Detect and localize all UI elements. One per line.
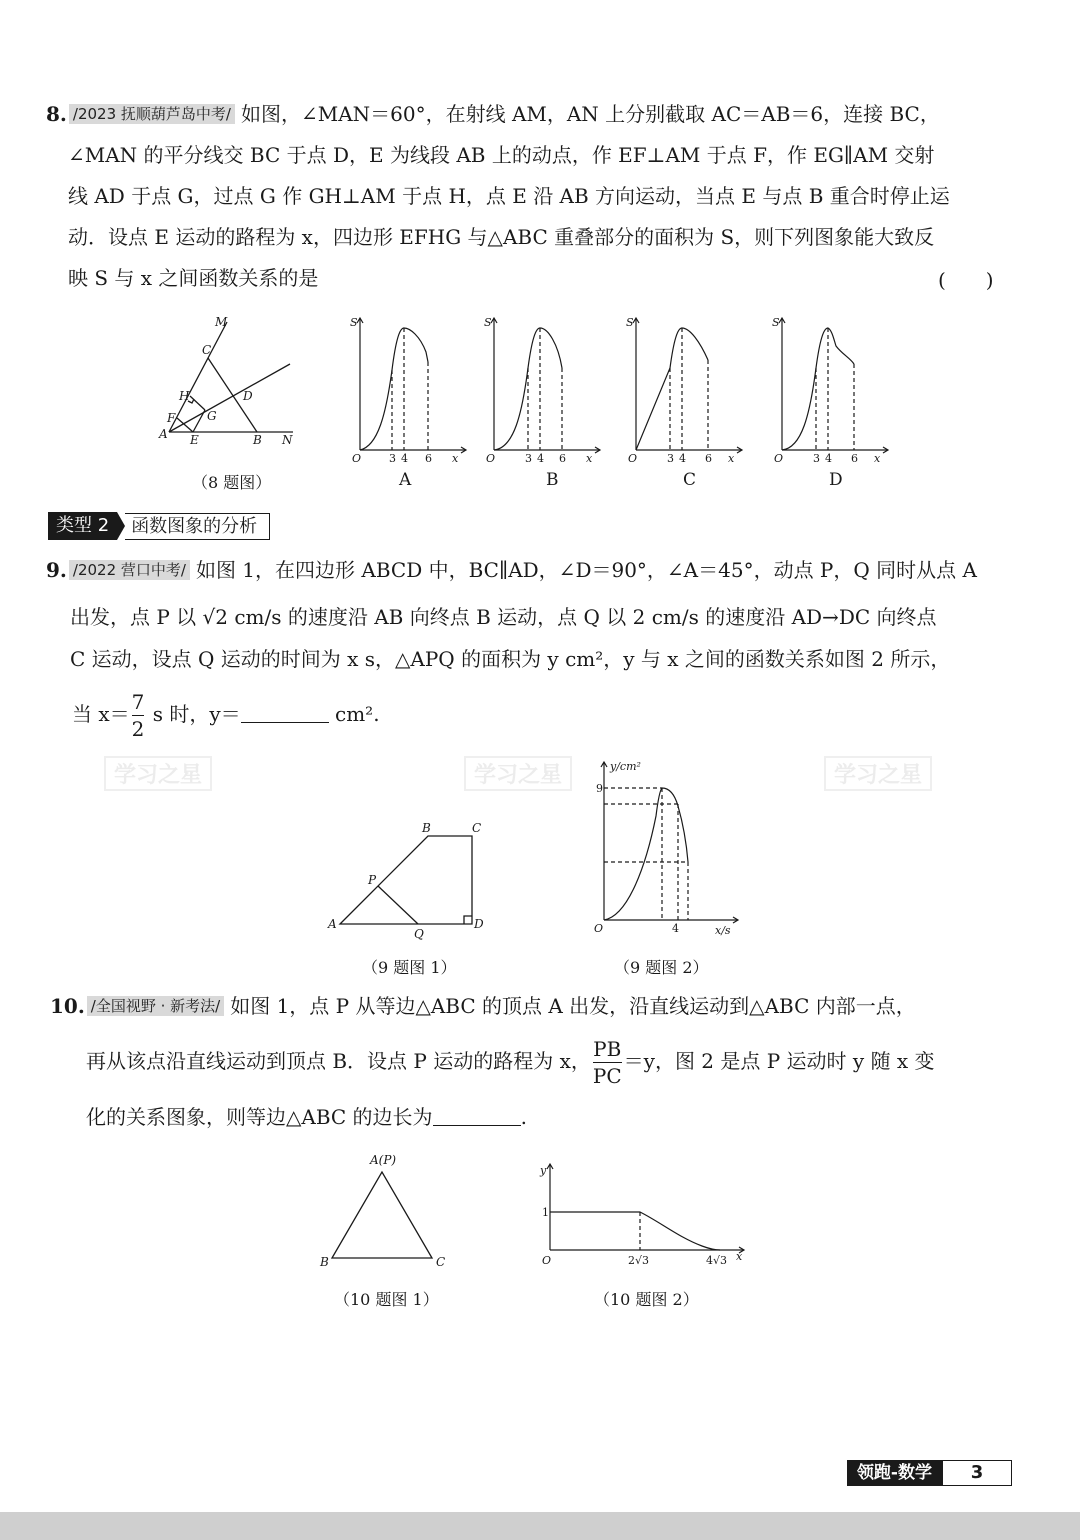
svg-text:O: O bbox=[594, 922, 604, 935]
q9-figure-2-caption: （9 题图 2） bbox=[614, 958, 709, 977]
watermark: 学习之星 bbox=[464, 756, 572, 791]
svg-text:Q: Q bbox=[414, 927, 424, 941]
svg-text:3: 3 bbox=[525, 452, 532, 465]
svg-text:6: 6 bbox=[425, 452, 432, 465]
q9-line-2: 出发，点 P 以 √2 cm/s 的速度沿 AB 向终点 B 运动，点 Q 以 2 cm/s 的速度沿 AD→DC 向终点 bbox=[70, 605, 937, 629]
q10-figure-2-caption: （10 题图 2） bbox=[594, 1290, 699, 1309]
q10-line-1: 10. /全国视野 · 新考法/ 如图 1，点 P 从等边△ABC 的顶点 A 出发，沿直线运动到△ABC 内部一点， bbox=[50, 994, 916, 1018]
svg-text:3: 3 bbox=[667, 452, 674, 465]
label-e: E bbox=[190, 433, 199, 447]
q8-line-5: 映 S 与 x 之间函数关系的是 bbox=[68, 266, 319, 290]
svg-text:B: B bbox=[320, 1255, 329, 1269]
label-h: H bbox=[179, 389, 190, 403]
q9-fraction: $\frac{7}{2}$ bbox=[131, 690, 145, 741]
svg-text:C: C bbox=[436, 1255, 446, 1269]
q8-text-1: 如图，∠MAN＝60°，在射线 AM，AN 上分别截取 AC＝AB＝6，连接 BC， bbox=[240, 102, 940, 126]
q9-source-tag: /2022 营口中考/ bbox=[69, 560, 190, 580]
section-header bbox=[48, 512, 270, 540]
svg-text:x: x bbox=[586, 452, 593, 465]
label-d: D bbox=[243, 389, 253, 403]
svg-text:O: O bbox=[774, 452, 784, 465]
q8-line-4: 动．设点 E 运动的路程为 x，四边形 EFHG 与△ABC 重叠部分的面积为 S，则下列图象能大致反 bbox=[68, 225, 935, 249]
q10-number: 10. bbox=[50, 994, 85, 1018]
option-c-label: C bbox=[683, 470, 697, 490]
svg-text:6: 6 bbox=[705, 452, 712, 465]
q9-line-3: C 运动，设点 Q 运动的时间为 x s，△APQ 的面积为 y cm²，y 与 x 之间的函数关系如图 2 所示， bbox=[70, 647, 951, 671]
q9-figure-1 bbox=[322, 816, 494, 942]
svg-text:B: B bbox=[422, 821, 431, 835]
svg-text:A(P): A(P) bbox=[370, 1153, 397, 1167]
q8-figure-caption: （8 题图） bbox=[192, 473, 272, 492]
svg-text:4: 4 bbox=[672, 922, 679, 935]
q9-figure-2 bbox=[588, 756, 748, 944]
option-d-label: D bbox=[829, 470, 843, 490]
q8-answer-paren: ( ) bbox=[938, 268, 994, 292]
svg-text:O: O bbox=[542, 1254, 552, 1267]
q8-graph-b bbox=[474, 314, 604, 466]
svg-text:D: D bbox=[474, 917, 484, 931]
q8-graph-d bbox=[762, 314, 892, 466]
page-footer bbox=[847, 1460, 1012, 1486]
svg-text:4: 4 bbox=[537, 452, 544, 465]
svg-text:C: C bbox=[472, 821, 482, 835]
q8-line-1 bbox=[46, 100, 940, 128]
q9-answer-blank[interactable] bbox=[241, 702, 329, 723]
scan-bottom-band bbox=[0, 1512, 1080, 1540]
section-title: 函数图象的分析 bbox=[125, 513, 270, 540]
q9-figure-1-caption: （9 题图 1） bbox=[362, 958, 457, 977]
svg-text:9: 9 bbox=[596, 782, 603, 795]
svg-text:4: 4 bbox=[401, 452, 408, 465]
svg-text:x: x bbox=[874, 452, 881, 465]
svg-text:4√3: 4√3 bbox=[706, 1254, 728, 1267]
svg-text:1: 1 bbox=[542, 1206, 549, 1219]
option-a-label: A bbox=[399, 470, 412, 490]
q10-line-3: 化的关系图象，则等边△ABC 的边长为 . bbox=[86, 1105, 527, 1129]
svg-text:6: 6 bbox=[851, 452, 858, 465]
q10-source-tag: /全国视野 · 新考法/ bbox=[87, 996, 224, 1016]
q10-fraction: $\frac{PB}{PC}$ bbox=[592, 1037, 622, 1088]
svg-text:6: 6 bbox=[559, 452, 566, 465]
q8-graph-a bbox=[340, 314, 470, 466]
label-b: B bbox=[253, 433, 262, 447]
svg-text:A: A bbox=[328, 917, 337, 931]
q8-number: 8. bbox=[46, 102, 67, 126]
y-label: S bbox=[350, 316, 358, 329]
q9-line-1: 9. /2022 营口中考/ 如图 1，在四边形 ABCD 中，BC∥AD，∠D＝90°，∠A＝45°，动点 P，Q 同时从点 A bbox=[46, 558, 977, 582]
section-prefix: 类型 2 bbox=[48, 512, 117, 540]
q8-line-2: ∠MAN 的平分线交 BC 于点 D，E 为线段 AB 上的动点，作 EF⊥AM 于点 F，作 EG∥AM 交射 bbox=[68, 143, 935, 167]
option-b-label: B bbox=[546, 470, 559, 490]
svg-text:x: x bbox=[452, 452, 459, 465]
q10-figure-2 bbox=[530, 1158, 750, 1276]
svg-text:S: S bbox=[484, 316, 492, 329]
svg-text:S: S bbox=[772, 316, 780, 329]
q10-line-2: 再从该点沿直线运动到顶点 B．设点 P 运动的路程为 x， $\frac{PB}{PC}$ ＝y，图 2 是点 P 运动时 y 随 x 变 bbox=[86, 1037, 935, 1088]
svg-text:y/cm²: y/cm² bbox=[610, 760, 641, 773]
q9-number: 9. bbox=[46, 558, 67, 582]
watermark: 学习之星 bbox=[104, 756, 212, 791]
label-m: M bbox=[215, 315, 228, 329]
q10-figure-1 bbox=[312, 1148, 462, 1276]
svg-text:x: x bbox=[736, 1250, 743, 1263]
svg-text:4: 4 bbox=[825, 452, 832, 465]
footer-brand: 领跑-数学 bbox=[847, 1460, 942, 1486]
svg-text:x/s: x/s bbox=[715, 924, 731, 937]
segment-eg bbox=[193, 410, 205, 432]
svg-text:2√3: 2√3 bbox=[628, 1254, 650, 1267]
label-n: N bbox=[282, 433, 293, 447]
label-f: F bbox=[167, 411, 176, 425]
section-arrow-icon bbox=[117, 512, 125, 540]
label-g: G bbox=[207, 409, 217, 423]
svg-text:S: S bbox=[626, 316, 634, 329]
label-a: A bbox=[159, 427, 168, 441]
svg-text:y: y bbox=[540, 1164, 547, 1177]
q10-answer-blank[interactable] bbox=[433, 1105, 521, 1126]
q8-figure bbox=[155, 312, 305, 452]
q9-line-4: 当 x＝ $\frac{7}{2}$ s 时，y＝ cm². bbox=[72, 690, 380, 741]
svg-text:O: O bbox=[486, 452, 496, 465]
svg-text:x: x bbox=[728, 452, 735, 465]
label-c: C bbox=[202, 343, 212, 357]
q10-figure-1-caption: （10 题图 1） bbox=[334, 1290, 439, 1309]
svg-text:4: 4 bbox=[679, 452, 686, 465]
svg-text:3: 3 bbox=[389, 452, 396, 465]
q8-line-3: 线 AD 于点 G，过点 G 作 GH⊥AM 于点 H，点 E 沿 AB 方向运动，当点 E 与点 B 重合时停止运 bbox=[68, 184, 950, 208]
svg-text:3: 3 bbox=[813, 452, 820, 465]
q8-source-tag: /2023 抚顺葫芦岛中考/ bbox=[69, 104, 235, 124]
watermark: 学习之星 bbox=[824, 756, 932, 791]
svg-text:P: P bbox=[368, 873, 377, 887]
page-number: 3 bbox=[942, 1460, 1012, 1486]
q8-graph-c bbox=[616, 314, 746, 466]
svg-text:O: O bbox=[628, 452, 638, 465]
origin-label: O bbox=[352, 452, 362, 465]
